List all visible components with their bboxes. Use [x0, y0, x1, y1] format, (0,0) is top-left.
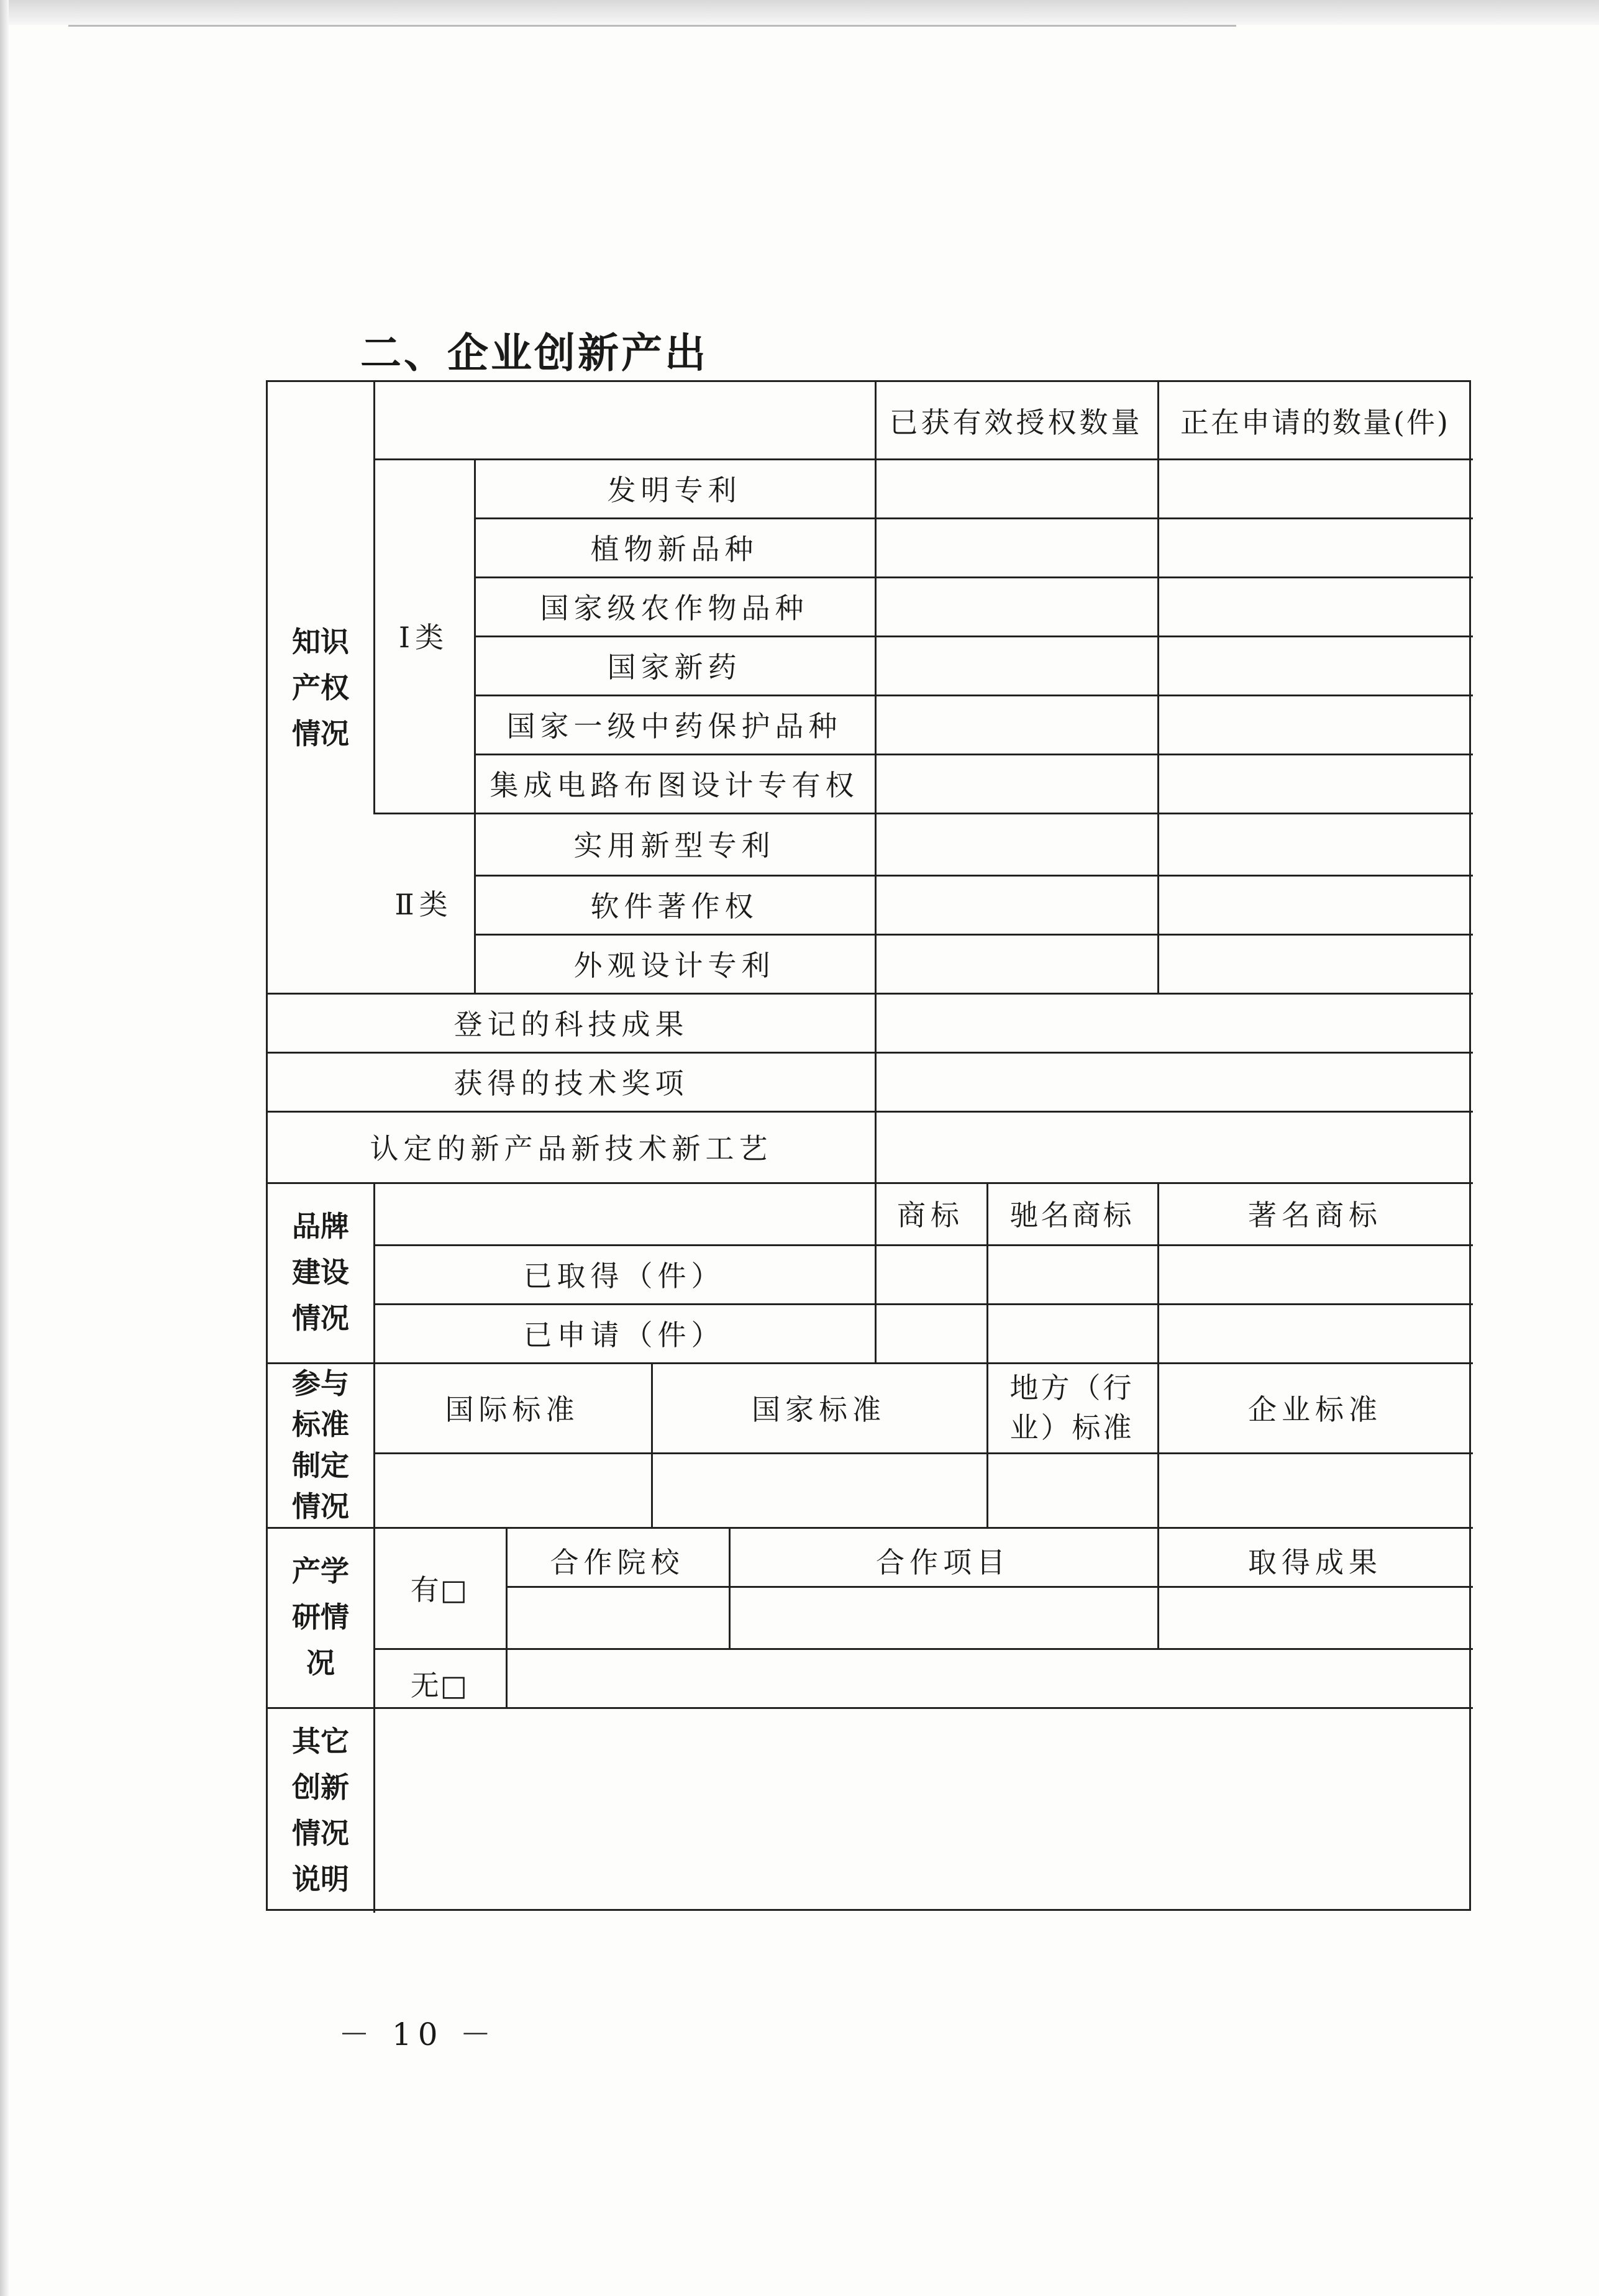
- class2-label: Ⅱ类: [394, 888, 453, 921]
- ip-item-tcm-protection: 国家一级中药保护品种: [506, 709, 842, 743]
- ip-header-blank: [373, 382, 875, 458]
- iur-col-project: 合作项目: [876, 1545, 1010, 1579]
- brand-group-label: [268, 1182, 373, 1362]
- ip-item-crop-variety: 国家级农作物品种: [540, 591, 809, 625]
- standards-col-local: [986, 1362, 1157, 1452]
- standards-col-local-line-1: 地方（行: [1009, 1370, 1134, 1405]
- ip-item-utility-model: 实用新型专利: [573, 829, 775, 862]
- iur-group-label-line-2: 研情: [292, 1600, 349, 1634]
- achievement-awards: 获得的技术奖项: [453, 1066, 689, 1100]
- standards-group-label-line-4: 情况: [292, 1489, 349, 1523]
- col-header-granted: 已获有效授权数量: [889, 405, 1143, 439]
- ip-group-label-line-2: 产权: [292, 670, 349, 704]
- standards-group-label-line-3: 制定: [292, 1448, 349, 1482]
- standards-col-enterprise: 企业标准: [1248, 1392, 1382, 1426]
- ip-group-label-line-1: 知识: [292, 624, 349, 658]
- other-group-label: [268, 1707, 373, 1913]
- standards-group-label: [268, 1362, 373, 1527]
- iur-col-partner: 合作院校: [550, 1545, 685, 1579]
- iur-col-result: 取得成果: [1248, 1545, 1382, 1579]
- col-header-applying: 正在申请的数量(件): [1180, 405, 1450, 439]
- brand-row-obtained: 已取得（件）: [523, 1259, 725, 1293]
- page-number: － 10 －: [339, 2016, 498, 2052]
- brand-row-applied: 已申请（件）: [523, 1318, 725, 1352]
- brand-col-famous: 著名商标: [1248, 1198, 1382, 1232]
- standards-col-local-line-2: 业）标准: [1009, 1410, 1134, 1444]
- other-group-label-line-2: 创新: [292, 1770, 349, 1804]
- achievement-registered: 登记的科技成果: [453, 1007, 689, 1041]
- brand-group-label-line-3: 情况: [292, 1301, 349, 1335]
- ip-item-design-patent: 外观设计专利: [573, 948, 775, 982]
- iur-group-label: [268, 1527, 373, 1707]
- iur-group-label-line-1: 产学: [292, 1554, 349, 1588]
- brand-col-trademark: 商标: [897, 1198, 964, 1232]
- brand-col-wellknown: 驰名商标: [1009, 1198, 1134, 1232]
- ip-group-label: [268, 382, 373, 993]
- other-description-field[interactable]: [373, 1707, 1473, 1913]
- scan-line: [68, 25, 1236, 27]
- standards-col-international: 国际标准: [445, 1392, 580, 1426]
- iur-yes-checkbox[interactable]: 有□: [410, 1572, 469, 1606]
- achievement-new-products: 认定的新产品新技术新工艺: [370, 1131, 773, 1165]
- brand-group-label-line-1: 品牌: [292, 1210, 349, 1243]
- standards-group-label-line-2: 标准: [292, 1407, 349, 1441]
- other-group-label-line-1: 其它: [292, 1724, 349, 1758]
- standards-group-label-line-1: 参与: [292, 1366, 349, 1400]
- ip-item-invention-patent: 发明专利: [607, 473, 742, 507]
- standards-col-national: 国家标准: [752, 1392, 886, 1426]
- class1-label: Ⅰ类: [398, 621, 449, 654]
- iur-group-label-line-3: 况: [306, 1646, 335, 1680]
- ip-group-label-line-3: 情况: [292, 716, 349, 750]
- ip-item-plant-variety: 植物新品种: [590, 532, 758, 566]
- scan-edge-top: [0, 0, 1599, 25]
- iur-no-checkbox[interactable]: 无□: [410, 1668, 469, 1702]
- ip-item-ic-layout: 集成电路布图设计专有权: [490, 768, 859, 802]
- brand-group-label-line-2: 建设: [292, 1255, 349, 1289]
- section-title: 二、企业创新产出: [360, 329, 708, 377]
- ip-item-new-drug: 国家新药: [607, 650, 742, 684]
- other-group-label-line-3: 情况: [292, 1816, 349, 1850]
- scan-edge-left: [0, 0, 9, 2296]
- innovation-output-form: [266, 380, 1471, 1911]
- ip-item-software-copyright: 软件著作权: [590, 889, 758, 923]
- other-group-label-line-4: 说明: [292, 1862, 349, 1896]
